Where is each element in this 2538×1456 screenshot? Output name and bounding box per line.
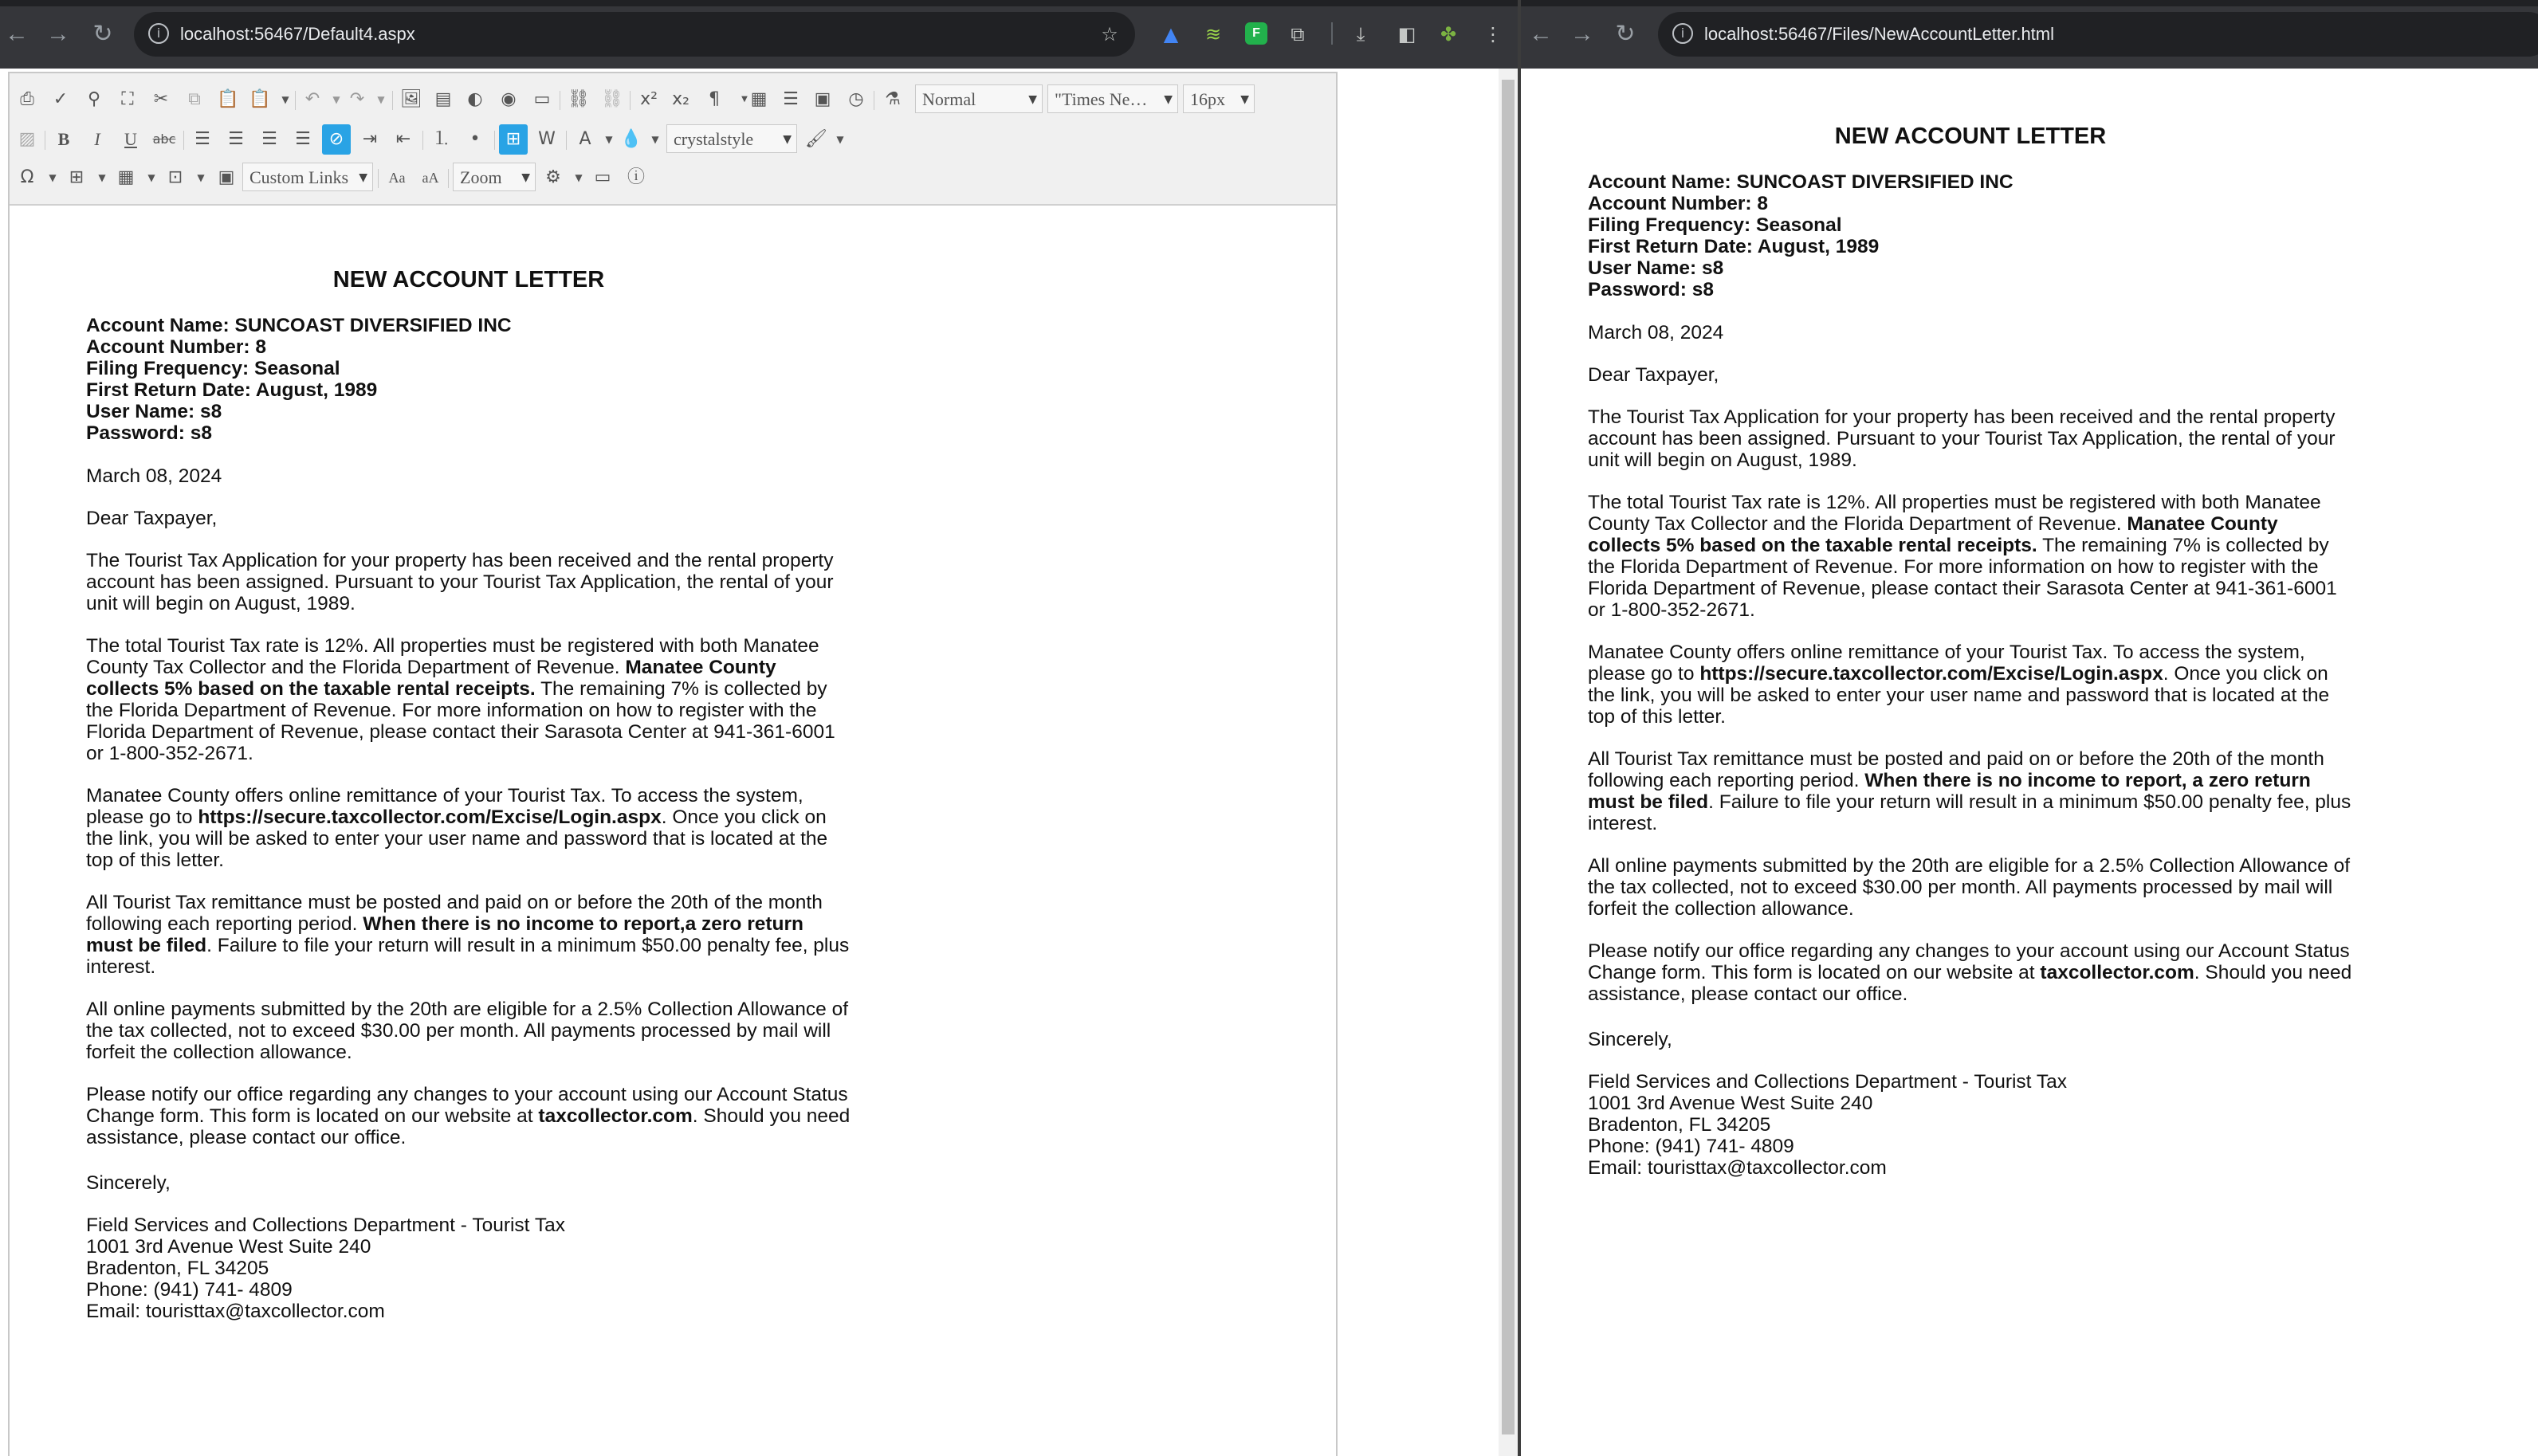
paragraph-5: All online payments submitted by the 20th are eligible for a 2.5% Collection Allowance of the tax collected, not to exceed $30.00 per month. All payments processed by mail will forfeit the collection allowance. — [86, 999, 849, 1063]
paragraph-icon[interactable]: ¶ — [709, 89, 720, 109]
back-icon[interactable]: ← — [5, 21, 29, 47]
paragraph-3-text: Manatee County offers online remittance of your Tourist Tax. To access the system, please go to — [1588, 642, 2305, 685]
reload-icon[interactable]: ↻ — [92, 21, 113, 47]
preview-icon[interactable]: ▭ — [594, 167, 611, 187]
font-size-decrease-button[interactable]: Aa — [388, 170, 406, 186]
paragraph-3 — [86, 785, 851, 871]
address-line-2: Bradenton, FL 34205 — [86, 1258, 269, 1279]
paragraph-2-bold: Manatee County collects 5% based on the taxable rental receipts. — [1588, 513, 2278, 556]
paragraph-4-text: All Tourist Tax remittance must be posted and paid on or before the 20th of the month following each reporting period. — [1588, 748, 2324, 791]
rich-text-editor — [8, 72, 1338, 1456]
email: Email: touristtax@taxcollector.com — [86, 1301, 385, 1322]
font-size-increase-button[interactable]: aA — [422, 170, 439, 186]
chevron-down-icon: ▼ — [783, 133, 792, 146]
paint-format-icon[interactable]: 🖌 — [805, 129, 827, 149]
toolbar-separator — [295, 91, 296, 110]
department: Field Services and Collections Department - Tourist Tax — [1588, 1071, 2067, 1093]
horizontal-rule-icon[interactable]: ☰ — [783, 89, 799, 109]
chevron-down-icon: ▼ — [1164, 93, 1173, 106]
toolbar-separator — [422, 131, 423, 150]
paragraph-4-text-end: . Failure to file your return will result in a minimum $50.00 penalty fee, plus interest. — [86, 935, 850, 978]
drive-extension-icon[interactable]: ▲ — [1163, 23, 1179, 45]
paragraph-4-text: All Tourist Tax remittance must be posted and paid on or before the 20th of the month following each reporting period. — [86, 892, 823, 935]
letter-document — [86, 206, 851, 1322]
browser-toolbar — [0, 0, 1518, 69]
tab-strip — [1521, 0, 2538, 6]
user-name: User Name: s8 — [1588, 257, 1724, 279]
chevron-down-icon[interactable]: ▼ — [147, 172, 155, 183]
about-info-icon[interactable]: ⓘ — [627, 167, 645, 187]
closing: Sincerely, — [86, 1172, 171, 1194]
salutation: Dear Taxpayer, — [1588, 364, 1719, 386]
paragraph-6 — [86, 1084, 851, 1148]
paste-special-icon[interactable]: 📋 — [249, 89, 271, 109]
chevron-down-icon[interactable]: ▼ — [605, 134, 613, 145]
department: Field Services and Collections Department - Tourist Tax — [86, 1215, 565, 1236]
forward-icon[interactable]: → — [1570, 21, 1594, 47]
paragraph-2 — [86, 635, 851, 764]
chevron-down-icon[interactable]: ▼ — [49, 172, 57, 183]
toolbar-separator — [494, 131, 495, 150]
chevron-down-icon[interactable]: ▼ — [197, 172, 205, 183]
paragraph-6-text: Please notify our office regarding any changes to your account using our Account Status Change form. This form is located on our website at — [86, 1084, 848, 1127]
paragraph-3-text-end: . Once you click on the link, you will be asked to enter your user name and password that is located at the top of this letter. — [1588, 663, 2330, 728]
image-properties-icon[interactable]: ▨ — [18, 129, 36, 149]
insert-time-icon[interactable]: ◷ — [848, 89, 864, 109]
paragraph-4-bold: When there is no income to report,a zero return must be filed — [86, 913, 803, 956]
insert-date-icon[interactable]: ▣ — [814, 89, 831, 109]
print-icon[interactable]: ⎙ — [20, 89, 34, 109]
paragraph-4 — [1588, 748, 2353, 834]
email: Email: touristtax@taxcollector.com — [1588, 1157, 1887, 1179]
toolbar-separator — [566, 131, 567, 150]
highlight-color-icon[interactable]: 💧 — [620, 129, 642, 149]
menu-kebab-icon[interactable]: ⋮ — [1483, 23, 1503, 45]
address-line-2: Bradenton, FL 34205 — [1588, 1114, 1771, 1136]
first-return-date: First Return Date: August, 1989 — [1588, 236, 1880, 257]
bold-button[interactable]: B — [57, 129, 70, 149]
account-info — [86, 315, 851, 444]
subscript-icon[interactable]: x₂ — [672, 89, 690, 109]
font-size-value: 16px — [1190, 89, 1225, 109]
font-size-select[interactable] — [1183, 84, 1255, 113]
select-all-icon[interactable]: ⛶ — [121, 89, 134, 109]
extensions-puzzle-icon[interactable]: ⧉ — [1291, 23, 1305, 45]
account-info — [1588, 171, 2353, 300]
paragraph-1: The Tourist Tax Application for your property has been received and the rental property account has been assigned. Pursuant to your Tourist Tax Application, the rental of your unit will begin on August, 1989. — [86, 550, 834, 614]
download-icon[interactable]: ⤓ — [1356, 23, 1365, 45]
paragraph-5: All online payments submitted by the 20th are eligible for a 2.5% Collection Allowance of the tax collected, not to exceed $30.00 per month. All payments processed by mail will forfeit the collection allowance. — [1588, 855, 2351, 920]
letter-title: NEW ACCOUNT LETTER — [1834, 124, 2107, 149]
toolbar-separator — [448, 169, 449, 188]
paragraph-2-text: The total Tourist Tax rate is 12%. All properties must be registered with both Manatee County Tax Collector and the Florida Department of Revenue. — [86, 635, 819, 678]
letter-date: March 08, 2024 — [86, 465, 222, 487]
format-painter-icon[interactable]: ⚗ — [885, 89, 901, 109]
chevron-down-icon[interactable]: ▼ — [836, 134, 844, 145]
bookmark-star-icon[interactable]: ☆ — [1101, 23, 1118, 45]
paragraph-2-text-end: The remaining 7% is collected by the Florida Department of Revenue. For more information on how to register with the Florida Department of Revenue, please contact their Sarasota Center at 941-361-6001 or 1-800-352-2671. — [86, 678, 835, 764]
flash-icon[interactable]: ◐ — [467, 89, 483, 109]
justify-icon[interactable]: ☰ — [295, 129, 311, 149]
custom-links-select[interactable] — [242, 163, 373, 191]
underline-button[interactable]: U — [124, 129, 137, 149]
profile-avatar-icon[interactable]: ✤ — [1440, 23, 1457, 45]
format-block-value: Normal — [922, 89, 976, 109]
align-center-icon[interactable]: ☰ — [228, 129, 244, 149]
paragraph-6-text-end: . Should you need assistance, please contact our office. — [86, 1105, 851, 1148]
superscript-icon[interactable]: x² — [640, 89, 658, 109]
align-left-icon[interactable]: ☰ — [194, 129, 210, 149]
zoom-value: Zoom — [460, 167, 502, 187]
image-map-icon[interactable]: ▤ — [434, 89, 452, 109]
table-borders-icon[interactable]: ⊞ — [499, 124, 528, 155]
font-name-value: "Times Ne… — [1055, 89, 1148, 109]
paragraph-3 — [1588, 642, 2353, 728]
format-block-select[interactable] — [915, 84, 1043, 113]
paragraph-4-bold: When there is no income to report, a zero return must be filed — [1588, 770, 2311, 813]
side-panel-icon[interactable]: ◧ — [1397, 23, 1416, 45]
paragraph-2-bold: Manatee County collects 5% based on the taxable rental receipts. — [86, 657, 776, 700]
browser-toolbar — [1521, 0, 2538, 69]
editor-toolbar-row-1 — [10, 80, 1336, 120]
toolbar-separator — [378, 169, 379, 188]
extension-f-icon[interactable]: F — [1245, 22, 1267, 45]
editor-toolbar-row-2 — [10, 120, 1336, 159]
cut-icon[interactable]: ✂ — [153, 89, 169, 109]
forward-icon[interactable]: → — [46, 21, 70, 47]
insert-table-icon[interactable]: ⊞ — [69, 167, 84, 187]
tab-strip — [0, 0, 1518, 6]
paragraph-6-text: Please notify our office regarding any changes to your account using our Account Status Change form. This form is located on our website at — [1588, 940, 2350, 983]
paragraph-2-text-end: The remaining 7% is collected by the Florida Department of Revenue. For more information on how to register with the Florida Department of Revenue, please contact their Sarasota Center at 941-361-6001 or 1-800-352-2671. — [1588, 535, 2337, 621]
bullet-list-icon[interactable]: • — [469, 129, 481, 149]
paragraph-6-text-end: . Should you need assistance, please contact our office. — [1588, 962, 2352, 1005]
salutation: Dear Taxpayer, — [86, 508, 218, 529]
browser-window-preview — [1521, 0, 2538, 1456]
back-icon[interactable]: ← — [1529, 21, 1553, 47]
address-url: localhost:56467/Files/NewAccountLetter.html — [1704, 24, 2055, 44]
filing-frequency: Filing Frequency: Seasonal — [86, 358, 340, 379]
insert-image-icon[interactable]: 🖼 — [400, 89, 422, 109]
paste-icon[interactable]: 📋 — [217, 89, 239, 109]
user-name: User Name: s8 — [86, 401, 222, 422]
redo-icon[interactable]: ↷ — [349, 89, 365, 109]
toolbar-separator — [183, 131, 184, 150]
website-name: taxcollector.com — [2040, 962, 2194, 983]
module-manager-icon[interactable]: ⚙ — [545, 167, 561, 187]
font-name-select[interactable] — [1047, 84, 1178, 113]
filing-frequency: Filing Frequency: Seasonal — [1588, 214, 1842, 236]
css-class-value: crystalstyle — [674, 129, 754, 149]
address-line-1: 1001 3rd Avenue West Suite 240 — [86, 1236, 371, 1258]
table-properties-icon[interactable]: ▦ — [117, 167, 135, 187]
custom-links-value: Custom Links — [249, 167, 349, 187]
extension-icon[interactable]: ≋ — [1204, 23, 1222, 45]
letter-title: NEW ACCOUNT LETTER — [332, 267, 605, 292]
clear-alignment-icon[interactable]: ⊘ — [322, 124, 351, 155]
paragraph-1: The Tourist Tax Application for your property has been received and the rental property account has been assigned. Pursuant to your Tourist Tax Application, the rental of your unit will begin on August, 1989. — [1588, 406, 2336, 471]
site-info-icon[interactable]: i — [148, 23, 169, 44]
font-color-icon[interactable]: A — [579, 129, 591, 149]
address-line-1: 1001 3rd Avenue West Suite 240 — [1588, 1093, 1873, 1114]
editor-toolbar-row-3 — [10, 158, 1336, 198]
password: Password: s8 — [1588, 279, 1714, 300]
copy-icon[interactable]: ⧉ — [188, 89, 201, 109]
paragraph-6 — [1588, 940, 2353, 1005]
paragraph-2 — [1588, 492, 2353, 621]
paragraph-3-text-end: . Once you click on the link, you will be asked to enter your user name and password that is located at the top of this letter. — [86, 806, 828, 871]
form-element-icon[interactable]: ⊡ — [167, 167, 183, 187]
account-name: Account Name: SUNCOAST DIVERSIFIED INC — [1588, 171, 2014, 193]
account-name: Account Name: SUNCOAST DIVERSIFIED INC — [86, 315, 512, 336]
login-url: https://secure.taxcollector.com/Excise/Login.aspx — [198, 806, 662, 828]
reload-icon[interactable]: ↻ — [1615, 21, 1636, 47]
letter-preview — [1588, 69, 2353, 1179]
strikethrough-button[interactable]: abc — [152, 131, 176, 147]
account-number: Account Number: 8 — [86, 336, 266, 358]
phone: Phone: (941) 741- 4809 — [86, 1279, 293, 1301]
chevron-down-icon: ▼ — [1028, 93, 1037, 106]
chevron-down-icon: ▼ — [1240, 93, 1249, 106]
address-bar[interactable] — [134, 12, 1135, 57]
first-return-date: First Return Date: August, 1989 — [86, 379, 378, 401]
link-icon[interactable]: ⛓ — [568, 89, 590, 109]
paragraph-3-text: Manatee County offers online remittance of your Tourist Tax. To access the system, please go to — [86, 785, 803, 828]
document-icon[interactable]: ▭ — [533, 89, 551, 109]
find-icon[interactable]: ⚲ — [87, 89, 101, 109]
account-number: Account Number: 8 — [1588, 193, 1768, 214]
address-url: localhost:56467/Default4.aspx — [180, 24, 415, 44]
chevron-down-icon[interactable]: ▼ — [651, 134, 659, 145]
chevron-down-icon[interactable]: ▼ — [377, 94, 385, 105]
toolbar-separator — [392, 91, 393, 110]
chevron-down-icon[interactable]: ▼ — [332, 94, 340, 105]
login-url: https://secure.taxcollector.com/Excise/Login.aspx — [1699, 663, 2163, 685]
editor-content-area[interactable] — [10, 204, 1336, 1456]
password: Password: s8 — [86, 422, 212, 444]
closing: Sincerely, — [1588, 1029, 1672, 1050]
css-class-select[interactable] — [666, 124, 797, 153]
indent-icon[interactable]: ⇥ — [362, 129, 378, 149]
chevron-down-icon: ▼ — [521, 171, 530, 184]
undo-icon[interactable]: ↶ — [304, 89, 320, 109]
scrollbar-thumb[interactable] — [1502, 80, 1515, 1434]
unlink-icon[interactable]: ⛓ — [601, 89, 623, 109]
chevron-down-icon[interactable]: ▼ — [98, 172, 106, 183]
toolbar-divider — [1331, 22, 1333, 45]
word-clean-icon[interactable]: W — [538, 129, 556, 149]
toolbar-separator — [630, 91, 631, 110]
align-right-icon[interactable]: ☰ — [261, 129, 277, 149]
phone: Phone: (941) 741- 4809 — [1588, 1136, 1794, 1157]
special-character-icon[interactable]: Ω — [20, 167, 34, 187]
paragraph-2-text: The total Tourist Tax rate is 12%. All properties must be registered with both Manatee County Tax Collector and the Florida Department of Revenue. — [1588, 492, 2321, 535]
address-bar[interactable] — [1658, 12, 2538, 57]
chevron-down-icon: ▼ — [359, 171, 367, 184]
site-info-icon[interactable]: i — [1672, 23, 1693, 44]
chevron-down-icon[interactable]: ▼ — [741, 95, 748, 104]
chevron-down-icon[interactable]: ▼ — [575, 172, 583, 183]
chevron-down-icon[interactable]: ▼ — [281, 94, 289, 105]
ordered-list-icon[interactable]: ⒈ — [432, 129, 450, 149]
letter-date: March 08, 2024 — [1588, 322, 1724, 343]
paragraph-4 — [86, 892, 851, 978]
image-gallery-icon[interactable]: ▣ — [218, 167, 235, 187]
media-icon[interactable]: ◉ — [501, 89, 517, 109]
outdent-icon[interactable]: ⇤ — [395, 129, 411, 149]
paragraph-4-text-end: . Failure to file your return will result in a minimum $50.00 penalty fee, plus interest. — [1588, 791, 2351, 834]
zoom-select[interactable] — [453, 163, 536, 191]
website-name: taxcollector.com — [538, 1105, 693, 1127]
spellcheck-icon[interactable]: ✓ — [53, 89, 69, 109]
template-icon[interactable]: ▦ — [750, 89, 768, 109]
italic-button[interactable]: I — [94, 129, 100, 149]
